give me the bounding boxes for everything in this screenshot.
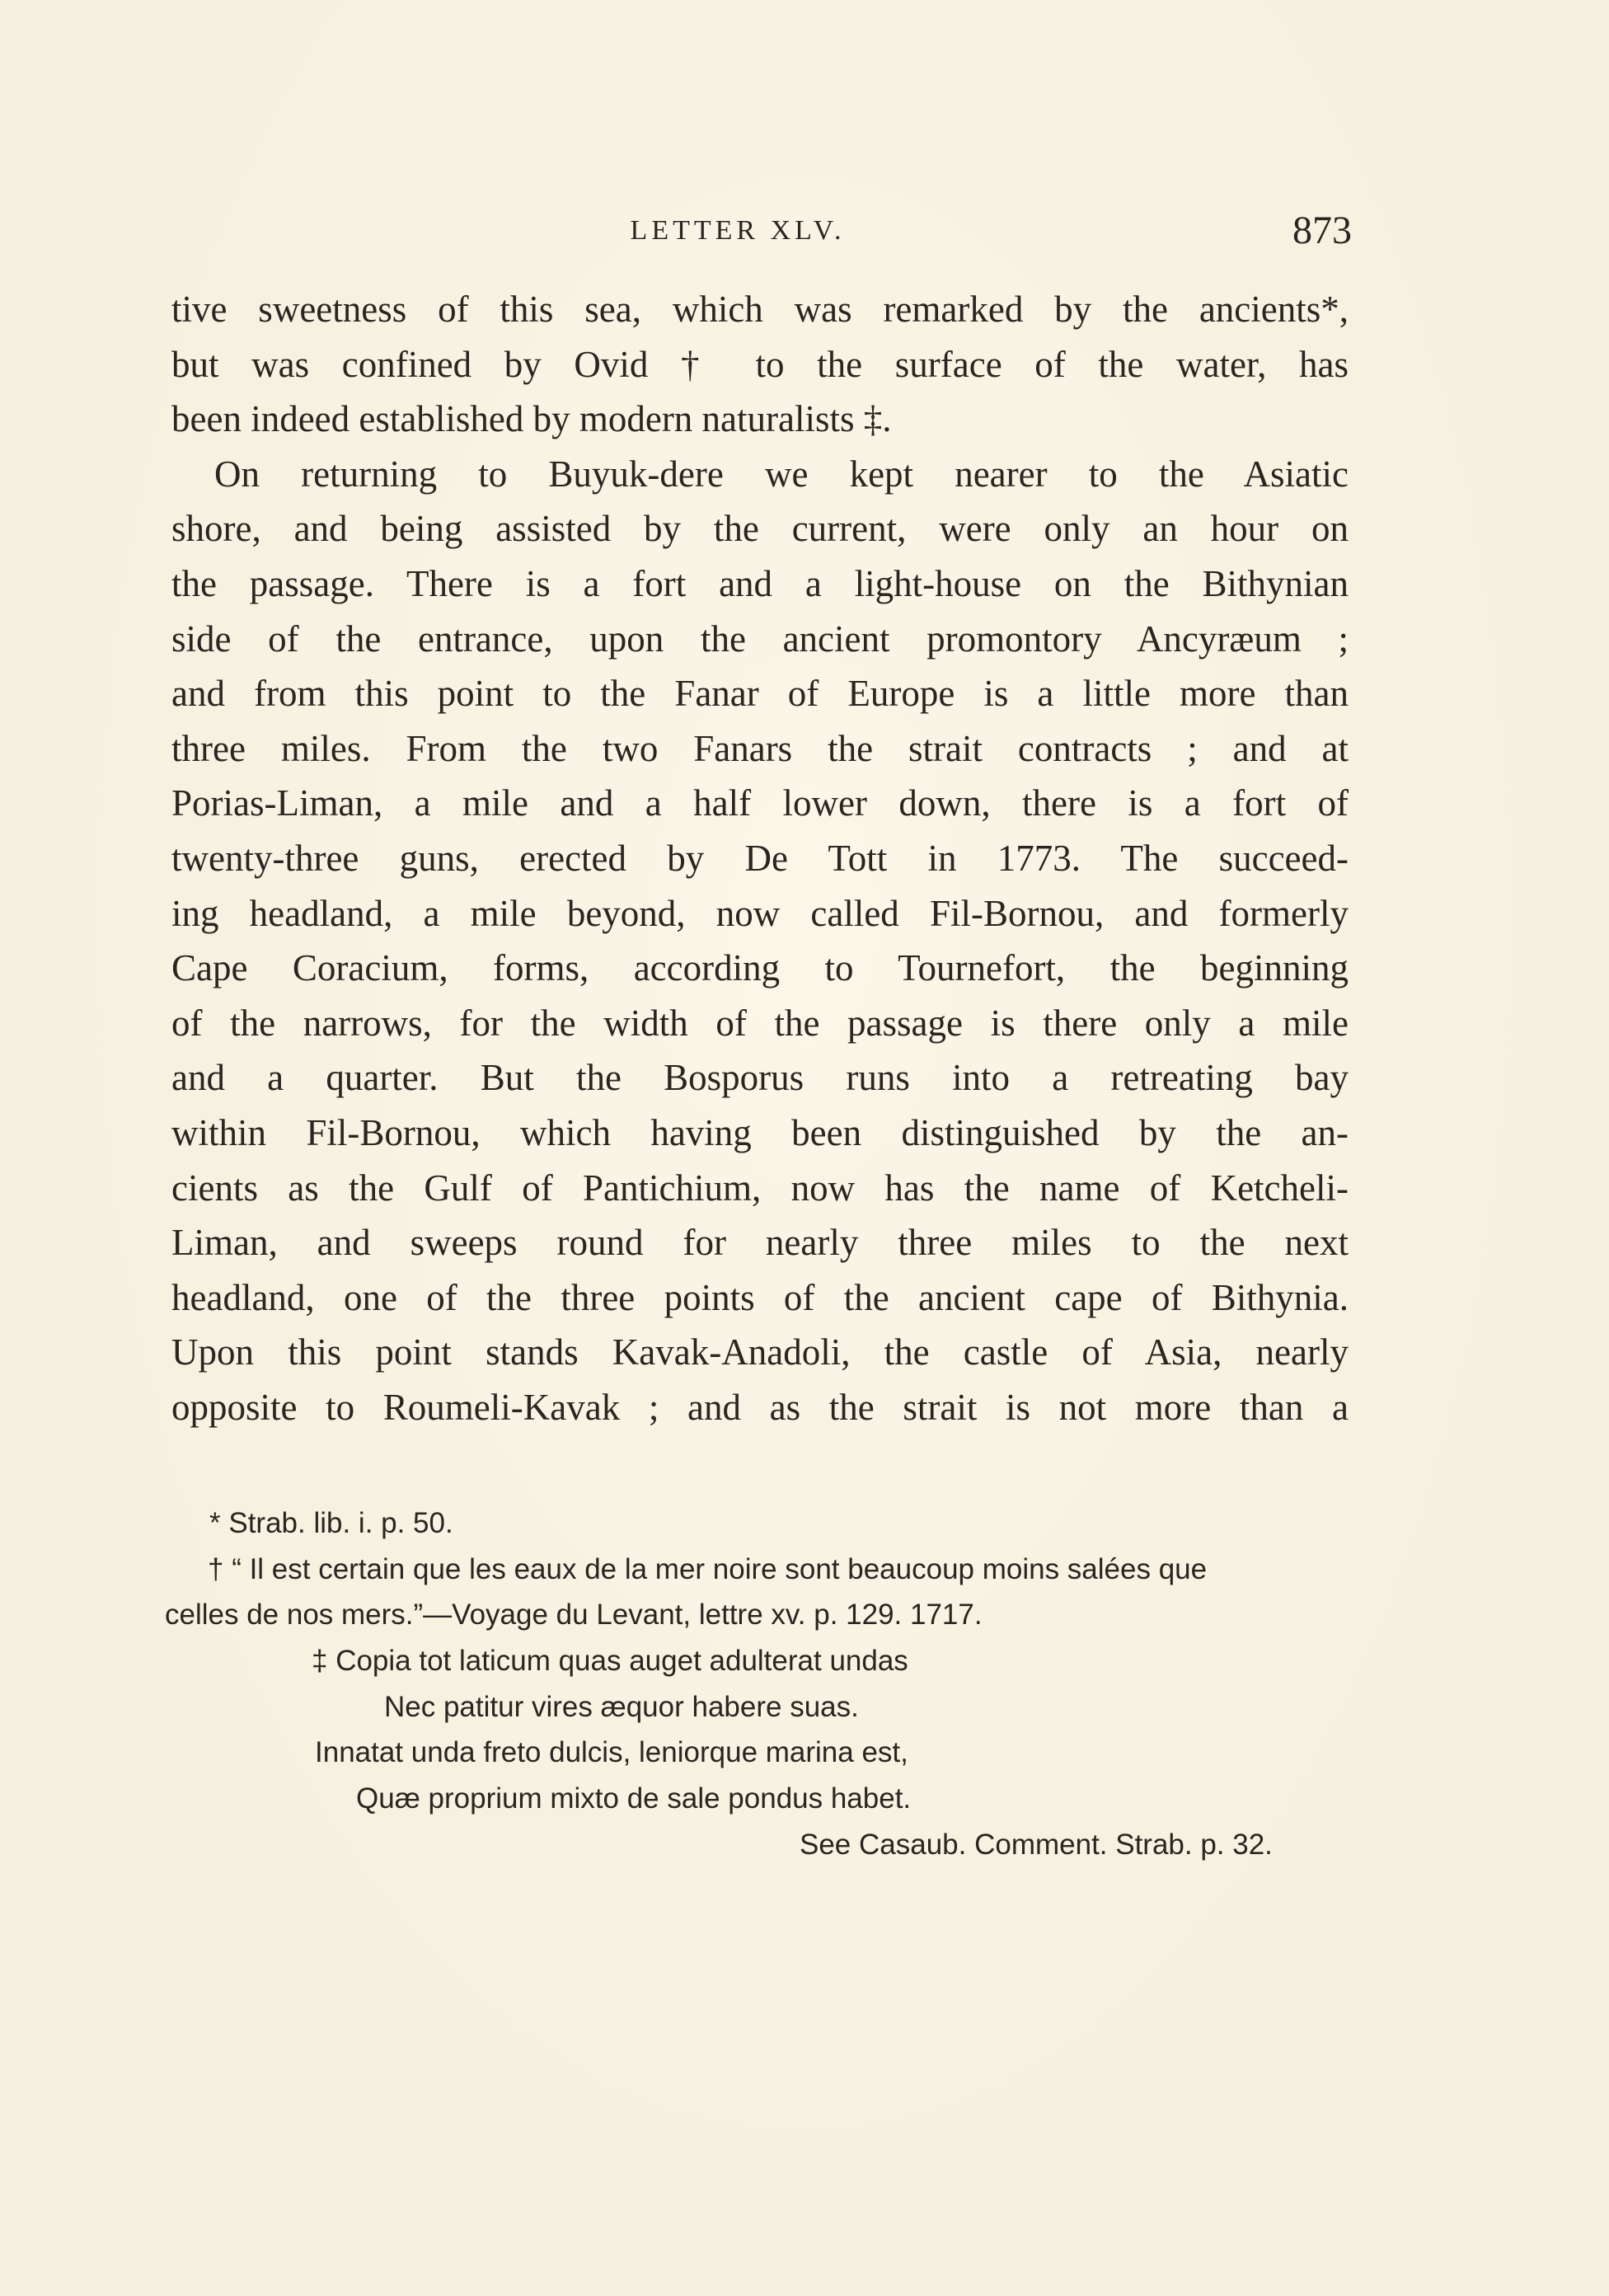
body-line: three miles. From the two Fanars the strait contracts ; and at	[171, 727, 1349, 769]
footnote-3-line-4: Quæ proprium mixto de sale pondus habet.	[356, 1782, 912, 1815]
body-line: within Fil-Bornou, which having been distinguished by the an-	[171, 1111, 1349, 1153]
body-line: ing headland, a mile beyond, now called Fil-Bornou, and formerly	[171, 892, 1349, 934]
running-head: LETTER XLV.	[630, 215, 846, 246]
body-line: headland, one of the three points of the ancient cape of Bithynia.	[171, 1276, 1349, 1318]
footnote-2-line-2: celles de nos mers.”—Voyage du Levant, lettre xv. p. 129. 1717.	[165, 1599, 983, 1632]
footnote-3-line-2: Nec patitur vires æquor habere suas.	[384, 1690, 859, 1723]
body-line: twenty-three guns, erected by De Tott in 1773. The succeed-	[171, 837, 1349, 879]
footnote-3-line-1: ‡ Copia tot laticum quas auget adulterat undas	[312, 1645, 908, 1678]
body-line: cients as the Gulf of Pantichium, now has the name of Ketcheli-	[171, 1167, 1349, 1209]
body-line: tive sweetness of this sea, which was remarked by the ancients*,	[171, 289, 1349, 330]
body-line: Liman, and sweeps round for nearly three miles to the next	[171, 1222, 1349, 1264]
body-text	[171, 282, 1349, 1434]
footnote-3-citation: See Casaub. Comment. Strab. p. 32.	[800, 1828, 1273, 1861]
paragraph-start-line: On returning to Buyuk-dere we kept nearer to the Asiatic	[214, 453, 1349, 495]
body-line: the passage. There is a fort and a light-house on the Bithynian	[171, 562, 1349, 604]
page-number: 873	[1292, 209, 1352, 252]
body-line: Porias-Liman, a mile and a half lower down, there is a fort of	[171, 782, 1349, 824]
body-line: opposite to Roumeli-Kavak ; and as the strait is not more than a	[171, 1386, 1349, 1428]
body-line: side of the entrance, upon the ancient promontory Ancyræum ;	[171, 617, 1349, 660]
body-line: of the narrows, for the width of the passage is there only a mile	[171, 1002, 1349, 1044]
body-line: and from this point to the Fanar of Europe is a little more than	[171, 673, 1349, 715]
footnote-1: * Strab. lib. i. p. 50.	[209, 1507, 453, 1539]
body-line: been indeed established by modern naturalists ‡.	[171, 398, 892, 440]
body-line: and a quarter. But the Bosporus runs into a retreating bay	[171, 1057, 1349, 1099]
footnote-3-line-3: Innatat unda freto dulcis, leniorque marina est,	[315, 1736, 908, 1769]
body-line: but was confined by Ovid † to the surface of the water, has	[171, 343, 1349, 385]
body-line: Upon this point stands Kavak-Anadoli, the castle of Asia, nearly	[171, 1331, 1349, 1373]
page-header	[173, 206, 1352, 256]
footnote-2-line-1: † “ Il est certain que les eaux de la mer noire sont beaucoup moins salées que	[208, 1552, 1208, 1585]
body-line: shore, and being assisted by the current, were only an hour on	[171, 508, 1349, 550]
footnotes	[165, 1500, 1360, 1868]
body-line: Cape Coracium, forms, according to Tournefort, the beginning	[171, 947, 1349, 989]
